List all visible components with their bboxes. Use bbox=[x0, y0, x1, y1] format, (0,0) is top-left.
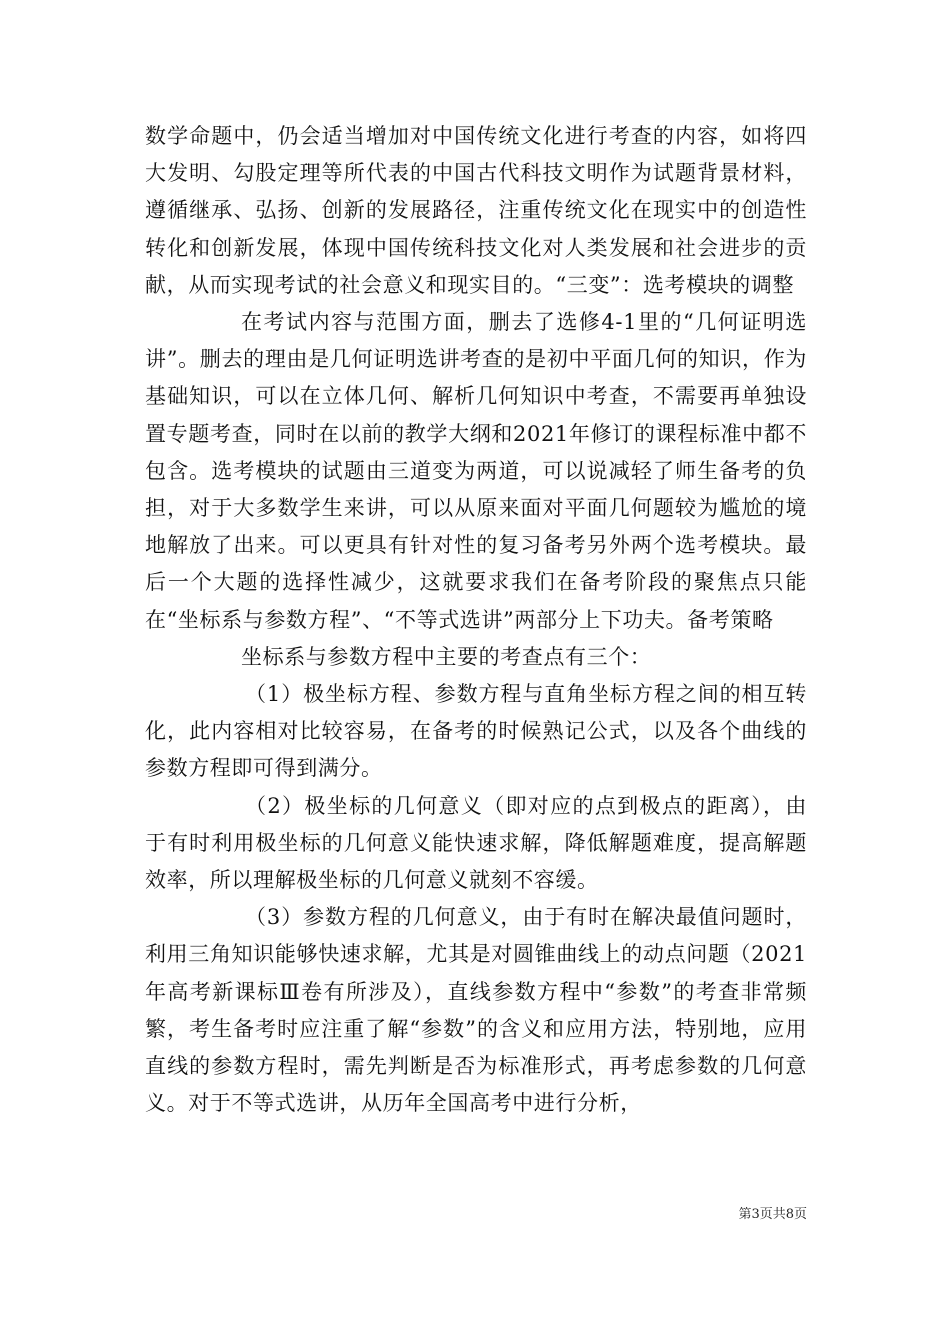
paragraph-1: 数学命题中，仍会适当增加对中国传统文化进行考查的内容，如将四大发明、勾股定理等所代表的中国古代科技文明作为试题背景材料，遵循继承、弘扬、创新的发展路径，注重传统文化在现实中的创造性转化和创新发展，体现中国传统科技文化对人类发展和社会进步的贡献，从而实现考试的社会意义和现实目的。“三变”：选考模块的调整 bbox=[145, 124, 807, 297]
paragraph-4: （1）极坐标方程、参数方程与直角坐标方程之间的相互转化，此内容相对比较容易，在备考的时候熟记公式，以及各个曲线的参数方程即可得到满分。 bbox=[145, 682, 807, 781]
page-number-footer: 第3页共8页 bbox=[738, 1207, 807, 1222]
paragraph-3: 坐标系与参数方程中主要的考查点有三个： bbox=[241, 644, 652, 669]
paragraph-2: 在考试内容与范围方面，删去了选修4-1里的“几何证明选讲”。删去的理由是几何证明选讲考查的是初中平面几何的知识，作为基础知识，可以在立体几何、解析几何知识中考查，不需要再单独设置专题考查，同时在以前的教学大纲和2021年修订的课程标准中都不包含。选考模块的试题由三道变为两道，可以说减轻了师生备考的负担，对于大多数学生来讲，可以从原来面对平面几何题较为尴尬的境地解放了出来。可以更具有针对性的复习备考另外两个选考模块。最后一个大题的选择性减少，这就要求我们在备考阶段的聚焦点只能在“坐标系与参数方程”、“不等式选讲”两部分上下功夫。备考策略 bbox=[145, 310, 807, 632]
document-body bbox=[145, 118, 807, 1122]
paragraph-6: （3）参数方程的几何意义，由于有时在解决最值问题时，利用三角知识能够快速求解，尤其是对圆锥曲线上的动点问题（2021年高考新课标Ⅲ卷有所涉及），直线参数方程中“参数”的考查非常频繁，考生备考时应注重了解“参数”的含义和应用方法，特别地，应用直线的参数方程时，需先判断是否为标准形式，再考虑参数的几何意义。对于不等式选讲，从历年全国高考中进行分析， bbox=[145, 905, 807, 1116]
paragraph-5: （2）极坐标的几何意义（即对应的点到极点的距离），由于有时利用极坐标的几何意义能快速求解，降低解题难度，提高解题效率，所以理解极坐标的几何意义就刻不容缓。 bbox=[145, 793, 807, 893]
